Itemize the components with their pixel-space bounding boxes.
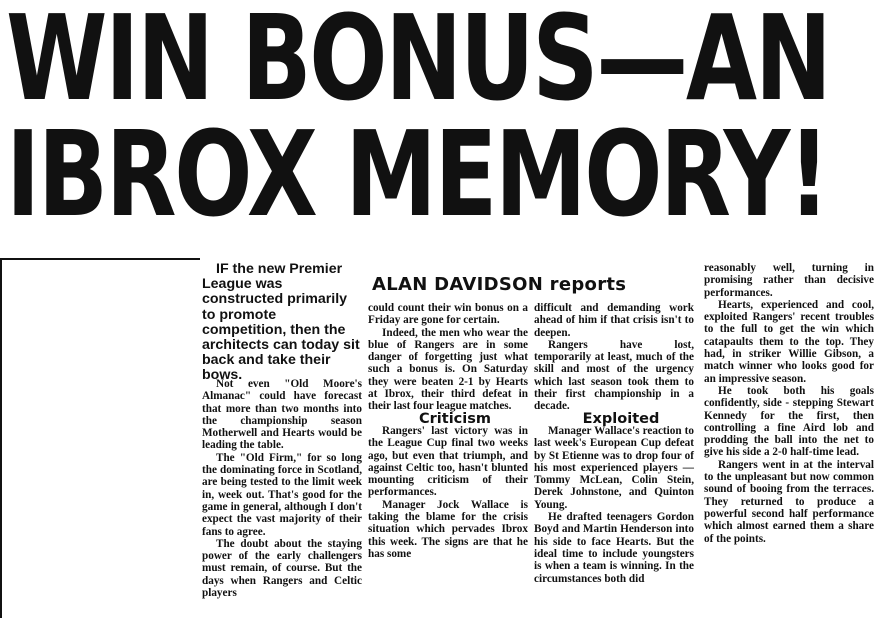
paragraph: could count their win bonus on a Friday are gone for certain.: [368, 302, 528, 327]
paragraph: He took both his goals confidently, side - stepping Stewart Kennedy for the first, then controlling a fine Aird lob and prodding the ball into the net to give his side a 2-0 half-time lead.: [704, 384, 874, 459]
intro-paragraph: IF the new Premier League was constructed primarily to promote competition, then the architects can today sit back and take their bows.: [202, 261, 360, 384]
paragraph: Manager Jock Wallace is taking the blame for the crisis situation which pervades Ibrox this week. The signs are that he has some: [368, 498, 528, 560]
paragraph: The "Old Firm," for so long the dominating force in Scotland, are being tested to the limit week in, week out. That's good for the game in general, although I don't expect the vast majority of their fans to agree.: [202, 451, 362, 538]
paragraph: reasonably well, turning in promising rather than decisive performances.: [704, 262, 874, 299]
byline: ALAN DAVIDSON reports: [372, 274, 627, 295]
paragraph: Indeed, the men who wear the blue of Rangers are in some danger of forgetting just what such a bonus is. On Saturday they were beaten 2-1 by Hearts at Ibrox, their third defeat in their last four league matches.: [368, 326, 528, 413]
paragraph: Rangers have lost, temporarily at least, much of the skill and most of the urgency which last season took them to their first championship in a decade.: [534, 338, 694, 413]
paragraph: Manager Wallace's reaction to last week's European Cup defeat by St Etienne was to drop four of his most experienced players —Tommy McLean, Colin Stein, Derek Johnstone, and Quinton Young.: [534, 424, 694, 511]
article-column-4: [704, 262, 874, 545]
article-column-2: [368, 302, 528, 560]
subheading-exploited: Exploited: [582, 410, 660, 427]
paragraph: Not even "Old Moore's Almanac" could have forecast that more than two months into the championship season Motherwell and Hearts would be leading the table.: [202, 378, 362, 452]
paragraph: difficult and demanding work ahead of him if that crisis isn't to deepen.: [534, 302, 694, 339]
headline-line-2: IBROX MEMORY!: [6, 105, 828, 243]
paragraph: The doubt about the staying power of the early challengers must remain, of course. But the days when Rangers and Celtic players: [202, 537, 362, 600]
article-column-1: [202, 378, 362, 599]
paragraph: Rangers' last victory was in the League Cup final two weeks ago, but even that triumph, and against Celtic too, hasn't blunted mounting criticism of their performances.: [368, 424, 528, 499]
column-rule-top: [0, 258, 200, 260]
article-column-3: [534, 302, 694, 585]
paragraph: Hearts, experienced and cool, exploited Rangers' recent troubles to the full to get the win which catapaults them to the top. They had, in striker Willie Gibson, a match winner who looks good for an impressive season.: [704, 298, 874, 385]
headline-line-1: WIN BONUS—AN: [6, 0, 830, 127]
paragraph: Rangers went in at the interval to the unpleasant but now common sound of booing from the terraces. They returned to produce a powerful second half performance which almost earned them a share of the points.: [704, 458, 874, 545]
subheading-criticism: Criticism: [419, 410, 491, 427]
paragraph: He drafted teenagers Gordon Boyd and Martin Henderson into his side to face Hearts. But the ideal time to include youngsters is when a team is winning. In the circumstances both did: [534, 511, 694, 585]
column-rule-side: [0, 258, 2, 618]
